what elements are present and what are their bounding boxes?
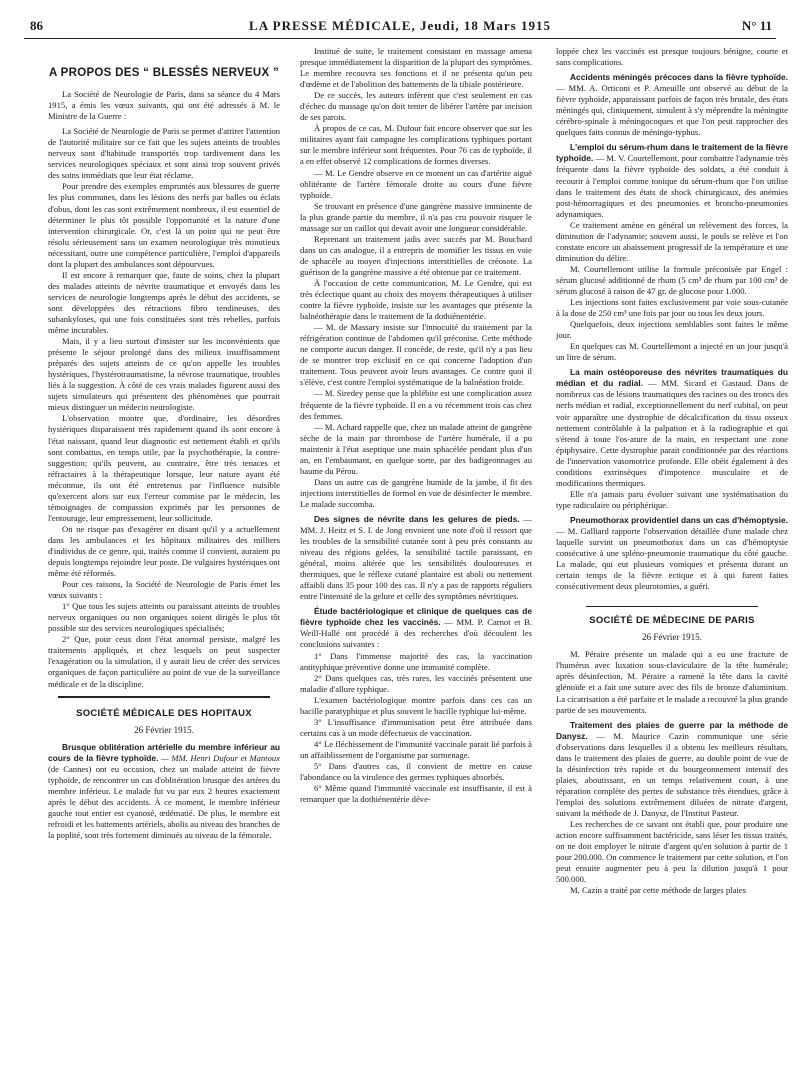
paragraph: — M. Siredey pense que la phlébite est une complication assez fréquente de la fièvre typhoïde. Il en a vu récemment trois cas chez des femmes.	[300, 388, 532, 421]
paragraph: L'observation montre que, d'ordinaire, les désordres hystériques disparaissent très rapidement quand ils sont encore à l'état naissant, quand leur diagnostic est nettement établi et qu'ils sont combattus, en temps utile, par la psychothérapie, la contre-suggestion; qu'ils peuvent, au contraire, être très tenaces et réfractaires à la thérapeutique lorsque, leur nature ayant été méconnue, ils ont été entretenus par l'influence nuisible qu'exercent alors sur eux l'erreur commise par le médecin, les témoignages de compassion exprimés par les personnes de l'entourage, leur empressement, leur sollicitude.	[48, 413, 280, 523]
section-divider	[586, 606, 758, 607]
paragraph: De ce succès, les auteurs infèrent que c'est seulement en cas d'échec du massage qu'on doit tenter de libérer l'artère par incision de ses parois.	[300, 90, 532, 123]
paragraph: Se trouvant en présence d'une gangrène massive imminente de la plus grande partie du membre, il n'a pas cru pouvoir risquer le massage sur un caillot qui devait avoir une longueur considérable.	[300, 200, 532, 233]
paragraph	[300, 514, 532, 602]
subheading: Pneumothorax providentiel dans un cas d'hémoptysie.	[570, 514, 788, 525]
column-3	[556, 46, 788, 1072]
session-date: 26 Février 1915.	[134, 724, 194, 735]
paragraph: L'examen bactériologique montre parfois dans ces cas un bacille paratyphique et plus souvent le bacille typhique lui-même.	[300, 694, 532, 716]
paragraph: — M. de Massary insiste sur l'innocuité du traitement par la réfrigération continue de l'abdomen qu'il préconise. Cette méthode ne comporte aucun danger. Il concède, de reste, qu'il n'y a pas lieu de se montrer trop exclusif en ce qui concerne l'adoption d'un traitement. Tous peuvent avoir leurs avantages. Ce contre quoi il s'élève, c'est contre l'emploi systématique de la balnéation froide.	[300, 322, 532, 388]
paragraph: 3° L'insuffisance d'immunisation peut être attribuée dans certains cas à un mode défectueux de vaccination.	[300, 716, 532, 738]
paragraph: Pour ces raisons, la Société de Neurologie de Paris émet les vœux suivants :	[48, 579, 280, 601]
subheading: Accidents méningés précoces dans la fièvre typhoïde.	[570, 72, 788, 83]
authors: — MM. Henri Dufour et Mantoux	[158, 752, 280, 763]
society-title: SOCIÉTÉ MÉDICALE DES HOPITAUX	[76, 707, 252, 719]
body-text: — MM. J. Heitz et S. I. de Jong envoient une note d'où il ressort que les troubles de la sensibilité cutanée sont à peu près constants au niveau des régions gelées, la sensibilité tactile paraissant, en général, moins altérée que les sensibilités douloureuses et thermiques, que le réflexe cutané plantaire est aboli ou nettement affaibli dans 35 pour 100 des cas. Il n'y a pas de rapports réguliers entre l'intensité de la gelure et celle des symptômes névritiques.	[300, 513, 532, 602]
paragraph: Les recherches de ce savant ont établi que, pour produire une action encore suffisamment bactéricide, sans léser les tissus traités, on ne doit employer le nitrate d'argent qu'en solution à partir de 1 pour 200.000. On commence le traitement par cette solution, et l'on peut ensuite augmenter peu à peu la dilution jusqu'à 1 pour 500.000.	[556, 819, 788, 885]
paragraph: Institué de suite, le traitement consistant en massage amena presque immédiatement la disparition de la plupart des symptômes. Le membre recouvra ses fonctions et il ne présenta qu'un peu d'œdème et de l'abolition des battements de la tibiale postérieure.	[300, 46, 532, 90]
paragraph: Dans un autre cas de gangrène humide de la jambe, il fit des injections interstitielles de formol en vue de désinfecter le membre. Le malade succomba.	[300, 476, 532, 509]
paragraph: — M. Achard rappelle que, chez un malade atteint de gangrène sèche de la main par thrombose de l'artère humérale, il a pu maintenir à l'état aseptique une main sphacélée pendant plus d'un an, en l'embaumant, en quelque sorte, par des badigeonnages au baume du Pérou.	[300, 421, 532, 476]
page-number: 86	[30, 18, 43, 33]
column-1	[48, 46, 280, 1072]
subheading: La main ostéoporeuse des névrites traumatiques du médian et du radial.	[556, 367, 788, 389]
paragraph: Mais, il y a lieu surtout d'insister sur les inconvénients que présente le séjour prolongé dans des milieux insuffisamment préparés des sujets atteints de ce qu'on appelle les troubles hystériques, l'hystérotraumatisme, la névrose traumatique, troubles liés à la suggestion. À côté de ces vrais malades figurent aussi des sujets simulateurs qui présentent des phénomènes que pourrait mieux distinguer un médecin neurologiste.	[48, 336, 280, 413]
issue-number: N° 11	[741, 18, 772, 33]
paragraph: 5° Dans d'autres cas, il convient de mettre en cause l'abondance ou la virulence des germes typhiques absorbés.	[300, 761, 532, 783]
paragraph: — M. Le Gendre observe en ce moment un cas d'artérite aiguë oblitérante de l'artère fémorale droite au cours d'une fièvre typhoïde.	[300, 167, 532, 200]
paragraph: 6° Même quand l'immunité vaccinale est insuffisante, il est à remarquer que la dothiénentérie déve-	[300, 783, 532, 805]
society-title: SOCIÉTÉ DE MÉDECINE DE PARIS	[589, 615, 755, 627]
paragraph: M. Courtellemont utilise la formule préconisée par Engel : sérum glucosé additionné de rhum (5 cm³ de rhum par 100 cm³ de sérum glucosé à raison de 47 gr. de glucose pour 1.000.	[556, 263, 788, 296]
column-2	[300, 46, 532, 1072]
subheading: Traitement des plaies de guerre par la méthode de Danysz.	[556, 719, 788, 741]
paragraph: 1° Dans l'immense majorité des cas, la vaccination antityphique préventive donne une immunité complète.	[300, 650, 532, 672]
paragraph: Il est encore à remarquer que, faute de soins, chez la plupart des malades atteints de névrite traumatique et envoyés dans les services de neurologie longtemps après le début des accidents, se sont développées des rétractions fibro tendineuses, des subankyloses, qui une fois constituées sont très rebelles, parfois même incurables.	[48, 269, 280, 336]
paragraph	[556, 72, 788, 138]
paragraph: En quelques cas M. Courtellemont a injecté en un jour jusqu'à un litre de sérum.	[556, 341, 788, 363]
paragraph	[556, 367, 788, 489]
paragraph: 4° Le fléchissement de l'immunité vaccinale parait lié parfois à un affaiblissement de l'organisme par surmenage.	[300, 738, 532, 760]
paragraph: M. Cazin a traité par cette méthode de larges plaies	[570, 885, 746, 896]
subheading: L'emploi du sérum-rhum dans le traitement de la fièvre typhoïde.	[556, 142, 788, 164]
body-text: — MM. P. Carnot et B. Weill-Hallé ont procédé à des recherches d'où découlent les conclusions suivantes :	[300, 617, 532, 650]
paragraph: Les injections sont faites exclusivement par voie sous-cutanée à la dose de 250 cm³ une fois par jour ou tous les deux jours.	[556, 297, 788, 319]
paragraph: Ce traitement amène en général un relèvement des forces, la diminution de l'adynamie; souvent aussi, le pouls se relève et l'on constate encore un abaissement progressif de la température et une diminution du délire.	[556, 219, 788, 263]
section-divider	[58, 696, 270, 698]
paragraph: Reprenant un traitement jadis avec succès par M. Bouchard dans un cas analogue, il a entrepris de momifier les tissus en voie de sphacèle au moyen d'injections interstitielles de créosote. La guérison de la gangrène massive a été obtenue par ce traitement.	[300, 233, 532, 277]
page-header	[24, 16, 776, 39]
paragraph	[300, 606, 532, 650]
body-text: — M. Maurice Cazin communique une série d'observations dans lesquelles il a obtenu les meilleurs résultats, dans le traitement des plaies de guerre, au double point de vue de la désinfection très rapide et du bourgeonnement intensif des plaies, aboutissant, en un temps relativement court, à une réparation complète des pertes de substance très étendues, grâce à l'emploi des solutions extrêmement diluées de nitrate d'argent, suivant la méthode de J. Danysz, de l'Institut Pasteur.	[556, 730, 788, 818]
paragraph: Quelquefois, deux injections semblables sont faites le même jour.	[556, 319, 788, 341]
paragraph	[48, 742, 280, 841]
paragraph: Elle n'a jamais paru évoluer suivant une systématisation du type radiculaire ou périphérique.	[556, 488, 788, 510]
paragraph: À l'occasion de cette communication, M. Le Gendre, qui est très éclectique quant au choix des moyens thérapeutiques à utiliser contre la fièvre typhoïde, insiste sur les avantages que présente la balnéothérapie dans le traitement de la dothiénentérie.	[300, 277, 532, 322]
paragraph: La Société de Neurologie de Paris se permet d'attirer l'attention de l'autorité militaire sur ce fait que les sujets atteints de troubles nerveux sont d'habitude transportés trop tardivement dans les services neurologiques spéciaux et sont ainsi trop souvent privés des soins immédiats que leur état réclame.	[48, 126, 280, 181]
subheading: Brusque oblitération artérielle du membre inférieur au cours de la fièvre typhoïde.	[48, 741, 280, 763]
subheading: Des signes de névrite dans les gelures de pieds.	[314, 513, 520, 524]
paragraph: 2° Dans quelques cas, très rares, les vaccinés présentent une maladie d'allure typhique.	[300, 672, 532, 694]
body-text: — MM. A. Orticoni et P. Ameuille ont observé au début de la fièvre typhoïde, apparaissant parfois de façon très brutale, des états méningés qui, cliniquement, simulent à s'y méprendre la méningite cérébro-spinale à méningocoques et que l'on peut rapprocher des quelques faits connus de méningo-typhus.	[556, 83, 788, 138]
paragraph: À propos de ce cas, M. Dufour fait encore observer que sur les militaires ayant fait campagne les complications typhiques portant sur le membre inférieur sont fréquentes. Pour 76 cas de typhoïde, il a en effet observé 12 complications de formes diverses.	[300, 123, 532, 167]
paragraph: loppée chez les vaccinés est presque toujours bénigne, courte et sans complications.	[556, 46, 788, 68]
paragraph: La Société de Neurologie de Paris, dans sa séance du 4 Mars 1915, a émis les vœux suivants, qui ont été adressés à M. le Ministre de la Guerre :	[48, 89, 280, 122]
paragraph: M. Péraire présente un malade qui a eu une fracture de l'humérus avec luxation sous-claviculaire de la tête humérale; après désinfection, M. Péraire a ramené la tête dans la cavité glénoïde et a fait une suture avec des fils de bronze d'aluminium. La cicatrisation a été parfaite et le malade a recouvré la plus grande partie de ses mouvements.	[556, 649, 788, 715]
body-text: — M. Galliard rapporte l'observation détaillée d'une malade chez laquelle survint un pneumothorax dans un cas d'hémoptysie consécutive à une spléno-pneumonie traumatique du côté gauche. La malade, qui eut plusieurs vomiques et présenta durant un certain temps de la fièvre ectique et à qui furent faites consécutivement deux pleurotomies, a guéri.	[556, 525, 788, 592]
paragraph: 1° Que tous les sujets atteints ou paraissant atteints de troubles nerveux organiques ou non organiques soient dirigés le plus tôt possible sur des services neurologiques spécialisés;	[48, 601, 280, 634]
subheading: Étude bactériologique et clinique de quelques cas de fièvre typhoïde chez les vaccinés.	[300, 606, 532, 628]
paragraph	[556, 515, 788, 592]
article-title: A PROPOS DES “ BLESSÉS NERVEUX ”	[48, 67, 280, 79]
body-text: — MM. Sicard et Gastaud. Dans de nombreux cas de lésions traumatiques des racines ou des troncs des nerfs médian et radial, exceptionnellement du nerf cubital, on peut voir apparaître une dystrophie de décalcification du tissu osseux nettement contrôlable à la palpation et à la radiographie et qui s'étend à toute l'os-ature de la main, en respectant une zone épiphysaire. Cette dystrophie parait conditionnée par des réactions de l'innervation vasomotrice profonde. Elle obéit également à des conditions extrinsèques d'impotence musculaire et de modifications thermiques.	[556, 378, 788, 488]
session-date: 26 Février 1915.	[642, 632, 702, 643]
journal-title: LA PRESSE MÉDICALE, Jeudi, 18 Mars 1915	[249, 18, 551, 33]
paragraph: On ne risque pas d'exagérer en disant qu'il y a actuellement dans les ambulances et les hôpitaux militaires des milliers d'individus de ce genre, qui, traités comme il convient, auraient pu depuis longtemps rejoindre leur poste. De vulgaires hystériques ont même été réformés.	[48, 523, 280, 579]
paragraph: 2° Que, pour ceux dont l'état anormal persiste, malgré les traitements appliqués, et chez lesquels on peut suspecter l'exagération ou la simulation, il y aurait lieu de créer des services organiques de façon particulière au point de vue de la surveillance médicale et de la discipline.	[48, 634, 280, 689]
paragraph	[556, 720, 788, 819]
paragraph: Pour prendre des exemples empruntés aux blessures de guerre les plus communes, dans les lésions des nerfs par balles ou éclats d'obus, dont les cas sont extrêmement nombreux, il est essentiel de déterminer le plus tôt possible l'opportunité et la nature d'une intervention chirurgicale. Or, c'est là un point qui ne peut être résolu sérieusement sans un examen neurologique très minutieux nécessitant, outre une compétence particulière, l'emploi d'appareils dont la plupart des ambulances sont dépourvues.	[48, 181, 280, 269]
paragraph	[556, 142, 788, 219]
body-text: — M. V. Courtellemont, pour combattre l'adynamie très fréquente dans la fièvre typhoïde des soldats, a été conduit à recourir à l'emploi comme tonique du sérum-rhum que l'on utilise dans le traitement des états de shock chirurgicaux, des anémies post-hémorragiques et des pneumonies et broncho-pneumonies adynamiques.	[556, 153, 788, 219]
body-text: (de Cannes) ont eu occasion, chez un malade atteint de fièvre typhoïde, de rencontrer un cas d'oblitération brusque des artères du membre inférieur. Le malade fut vu par eux 2 heures exactement après le début des accidents. À ce moment, le membre inférieur gauche tout entier est cyanosé, œdématié. De plus, le membre est refroidi et les battements artériels, abolis au niveau des branches de la poplité, sont très fortement diminués au niveau de la fémorale.	[48, 763, 280, 841]
